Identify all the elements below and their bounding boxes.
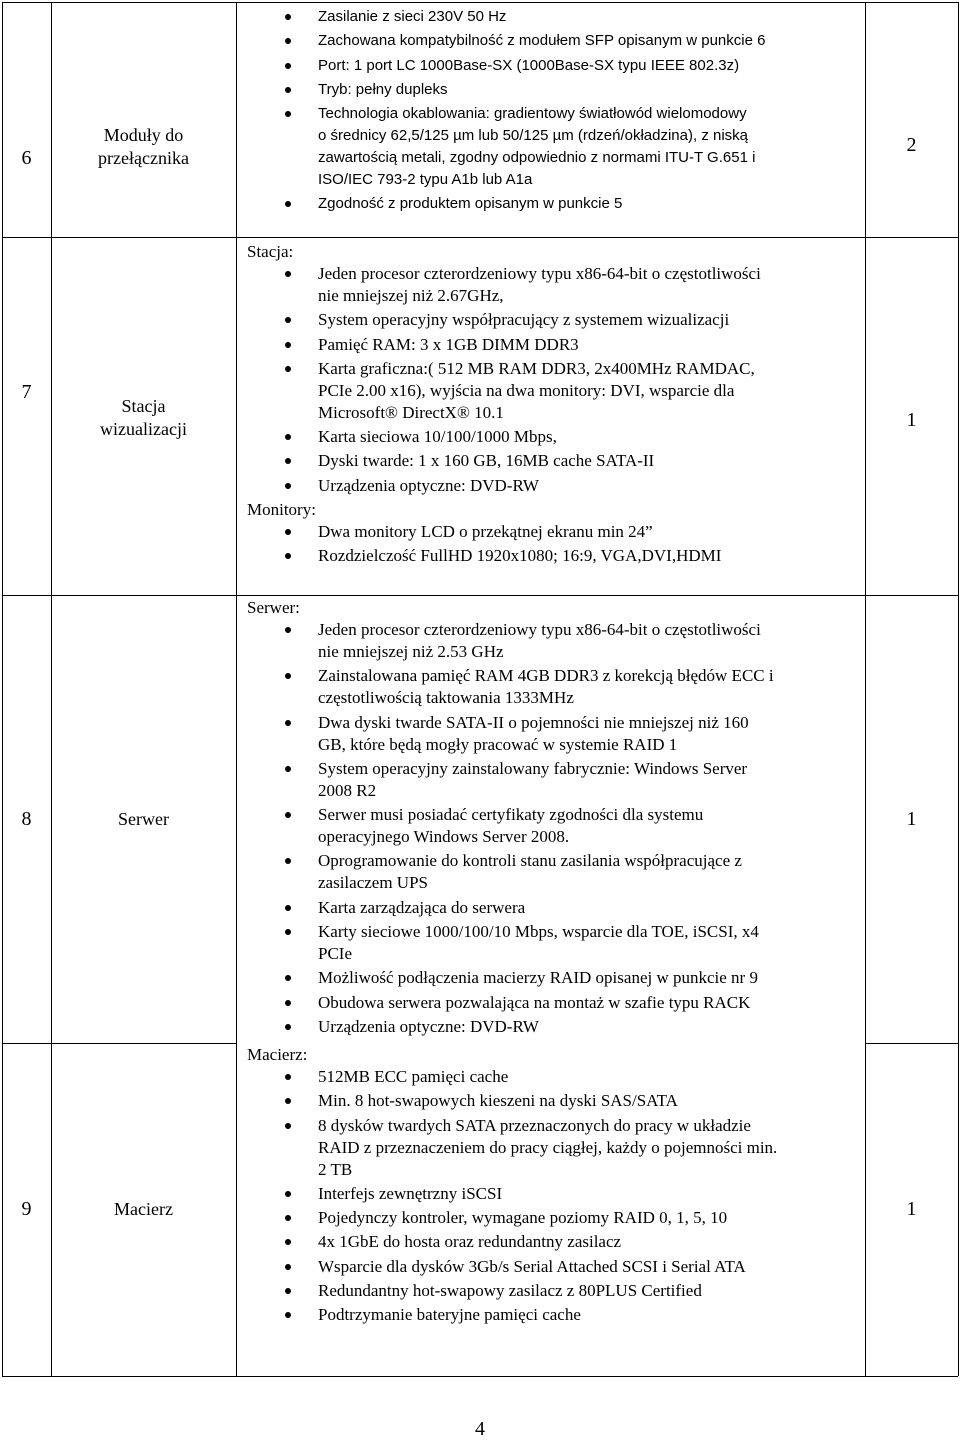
bullet-icon	[285, 434, 291, 440]
bullet-icon	[285, 905, 291, 911]
list-item: Dwa monitory LCD o przekątnej ekranu min 24”	[247, 521, 859, 543]
item-name-line: Macierz	[114, 1199, 173, 1219]
item-quantity: 1	[906, 409, 917, 431]
list-item: 4x 1GbE do hosta oraz redundantny zasilacz	[247, 1231, 859, 1253]
item-name	[51, 808, 236, 831]
item-description	[247, 6, 859, 218]
column-border	[2, 2, 3, 1376]
spec-list	[247, 6, 859, 215]
column-border	[865, 2, 866, 1376]
item-name	[51, 1198, 236, 1221]
list-item: Karty sieciowe 1000/100/10 Mbps, wsparcie dla TOE, iSCSI, x4 PCIe	[247, 921, 859, 965]
list-item: Urządzenia optyczne: DVD-RW	[247, 475, 859, 497]
row-divider	[2, 595, 958, 596]
column-border	[51, 2, 52, 1376]
section-heading: Monitory:	[247, 500, 316, 520]
item-name-line: przełącznika	[98, 148, 189, 168]
item-description	[247, 597, 859, 1040]
list-item: Zachowana kompatybilność z modułem SFP opisanym w punkcie 6	[247, 30, 859, 52]
item-quantity: 1	[906, 808, 917, 830]
list-item: Dyski twarde: 1 x 160 GB, 16MB cache SATA-II	[247, 450, 859, 472]
list-item: Możliwość podłączenia macierzy RAID opisanej w punkcie nr 9	[247, 967, 859, 989]
list-item: Zasilanie z sieci 230V 50 Hz	[247, 6, 859, 28]
bullet-icon	[285, 1312, 291, 1318]
list-item: Urządzenia optyczne: DVD-RW	[247, 1016, 859, 1038]
list-item: Port: 1 port LC 1000Base-SX (1000Base-SX typu IEEE 802.3z)	[247, 55, 859, 77]
bullet-icon	[285, 63, 291, 69]
bullet-icon	[285, 1191, 291, 1197]
table-top-border	[2, 2, 958, 3]
item-quantity: 2	[906, 134, 917, 156]
bullet-icon	[285, 1264, 291, 1270]
bullet-icon	[285, 858, 291, 864]
row-number: 8	[21, 808, 32, 830]
bullet-icon	[285, 317, 291, 323]
bullet-icon	[285, 201, 291, 207]
bullet-icon	[285, 1123, 291, 1129]
bullet-icon	[285, 627, 291, 633]
item-description	[247, 1044, 859, 1329]
list-item: Technologia okablowania: gradientowy światłowód wielomodowy o średnicy 62,5/125 µm lub 50/125 µm (rdzeń/okładzina), z niską zawartością metali, zgodny odpowiednio z normami ITU-T G.651 i ISO/IEC 793-2 typu A1b lub A1a	[247, 103, 859, 191]
row-divider	[2, 1043, 236, 1044]
bullet-icon	[285, 14, 291, 20]
row-divider	[865, 1043, 958, 1044]
bullet-icon	[285, 87, 291, 93]
list-item: Obudowa serwera pozwalająca na montaż w szafie typu RACK	[247, 992, 859, 1014]
bullet-icon	[285, 458, 291, 464]
bullet-icon	[285, 766, 291, 772]
item-name	[51, 395, 236, 441]
column-border	[958, 2, 959, 1376]
list-item: Redundantny hot-swapowy zasilacz z 80PLUS Certified	[247, 1280, 859, 1302]
list-item: Serwer musi posiadać certyfikaty zgodności dla systemu operacyjnego Windows Server 2008.	[247, 804, 859, 848]
bullet-icon	[285, 929, 291, 935]
bullet-icon	[285, 1239, 291, 1245]
row-divider	[2, 237, 958, 238]
bullet-icon	[285, 366, 291, 372]
row-number: 9	[21, 1198, 32, 1220]
list-item: Karta zarządzająca do serwera	[247, 897, 859, 919]
item-name-line: Serwer	[118, 809, 169, 829]
bullet-icon	[285, 553, 291, 559]
item-description	[247, 241, 859, 570]
bullet-icon	[285, 1000, 291, 1006]
section-heading: Stacja:	[247, 242, 294, 261]
row-number: 6	[21, 147, 32, 169]
spec-list	[247, 263, 859, 497]
list-item: Pamięć RAM: 3 x 1GB DIMM DDR3	[247, 334, 859, 356]
bullet-icon	[285, 342, 291, 348]
list-item: Dwa dyski twarde SATA-II o pojemności nie mniejszej niż 160 GB, które będą mogły pracować w systemie RAID 1	[247, 712, 859, 756]
bullet-icon	[285, 975, 291, 981]
spec-list	[247, 619, 859, 1038]
item-name-line: Stacja	[121, 396, 166, 416]
list-item: 512MB ECC pamięci cache	[247, 1066, 859, 1088]
item-name-line: wizualizacji	[100, 419, 187, 439]
bullet-icon	[285, 38, 291, 44]
list-item: 8 dysków twardych SATA przeznaczonych do pracy w układzie RAID z przeznaczeniem do pracy ciągłej, każdy o pojemności min. 2 TB	[247, 1115, 859, 1181]
bullet-icon	[285, 673, 291, 679]
spec-list	[247, 521, 859, 567]
bullet-icon	[285, 720, 291, 726]
list-item: Interfejs zewnętrzny iSCSI	[247, 1183, 859, 1205]
item-quantity: 1	[906, 1198, 917, 1220]
column-border	[236, 2, 237, 1376]
list-item: Podtrzymanie bateryjne pamięci cache	[247, 1304, 859, 1326]
spec-list	[247, 1066, 859, 1326]
bullet-icon	[285, 271, 291, 277]
bullet-icon	[285, 1024, 291, 1030]
bullet-icon	[285, 483, 291, 489]
list-item: Karta sieciowa 10/100/1000 Mbps,	[247, 426, 859, 448]
list-item: System operacyjny współpracujący z systemem wizualizacji	[247, 309, 859, 331]
item-name-line: Moduły do	[103, 125, 184, 145]
section-heading: Macierz:	[247, 1045, 308, 1064]
list-item: Karta graficzna:( 512 MB RAM DDR3, 2x400MHz RAMDAC, PCIe 2.00 x16), wyjścia na dwa monitory: DVI, wsparcie dla Microsoft® DirectX® 10.1	[247, 358, 859, 424]
list-item: System operacyjny zainstalowany fabrycznie: Windows Server 2008 R2	[247, 758, 859, 802]
list-item: Zgodność z produktem opisanym w punkcie 5	[247, 193, 859, 215]
list-item: Oprogramowanie do kontroli stanu zasilania współpracujące z zasilaczem UPS	[247, 850, 859, 894]
list-item: Pojedynczy kontroler, wymagane poziomy RAID 0, 1, 5, 10	[247, 1207, 859, 1229]
bullet-icon	[285, 812, 291, 818]
list-item: Wsparcie dla dysków 3Gb/s Serial Attached SCSI i Serial ATA	[247, 1256, 859, 1278]
list-item: Jeden procesor czterordzeniowy typu x86-64-bit o częstotliwości nie mniejszej niż 2.53 GHz	[247, 619, 859, 663]
page-number: 4	[475, 1418, 485, 1440]
list-item: Zainstalowana pamięć RAM 4GB DDR3 z korekcją błędów ECC i częstotliwością taktowania 1333MHz	[247, 665, 859, 709]
list-item: Tryb: pełny dupleks	[247, 79, 859, 101]
table-bottom-border	[2, 1376, 958, 1377]
bullet-icon	[285, 111, 291, 117]
list-item: Jeden procesor czterordzeniowy typu x86-64-bit o częstotliwości nie mniejszej niż 2.67GHz,	[247, 263, 859, 307]
bullet-icon	[285, 529, 291, 535]
section-heading: Serwer:	[247, 598, 300, 617]
bullet-icon	[285, 1098, 291, 1104]
list-item: Min. 8 hot-swapowych kieszeni na dyski SAS/SATA	[247, 1090, 859, 1112]
list-item: Rozdzielczość FullHD 1920x1080; 16:9, VGA,DVI,HDMI	[247, 545, 859, 567]
bullet-icon	[285, 1288, 291, 1294]
item-name	[51, 124, 236, 170]
bullet-icon	[285, 1074, 291, 1080]
bullet-icon	[285, 1215, 291, 1221]
row-number: 7	[21, 381, 32, 403]
